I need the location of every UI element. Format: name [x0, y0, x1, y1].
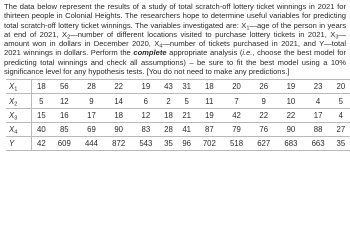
table-cell: 23 — [305, 80, 332, 94]
row-label — [6, 80, 32, 94]
statement-text-5: —number of tickets purchased in 2021, and Y—total 2021 winnings in dollars. Perform the — [4, 39, 346, 58]
table-cell: 12 — [132, 108, 159, 122]
statement-sub-3: 3 — [335, 34, 339, 41]
row-label-letter: X — [9, 82, 15, 92]
table-cell: 18 — [196, 80, 223, 94]
table-cell: 7 — [223, 94, 250, 108]
table-cell: 12 — [51, 94, 78, 108]
row-label — [6, 94, 32, 108]
table-cell: 27 — [332, 122, 350, 136]
table-cell: 14 — [105, 94, 132, 108]
table-cell: 5 — [332, 94, 350, 108]
row-label-letter: Y — [9, 138, 15, 148]
row-label-letter: X — [9, 110, 15, 120]
row-label — [6, 136, 32, 150]
table-cell: 40 — [32, 122, 51, 136]
table-cell: 20 — [332, 80, 350, 94]
table-cell: 43 — [159, 80, 177, 94]
table-cell: 16 — [51, 108, 78, 122]
statement-sub-4: 4 — [159, 43, 163, 50]
row-label — [6, 108, 32, 122]
table-cell: 17 — [305, 108, 332, 122]
table-cell: 18 — [32, 80, 51, 94]
problem-statement — [4, 2, 346, 76]
table-cell: 10 — [277, 94, 304, 108]
table-row — [6, 108, 350, 122]
statement-text-7: , choose the best model for predicting total winnings and check all assumptions) – be sure to fit the best model using a 10% significance level for any hypothesis tests. [You do not need to make any predictions.] — [4, 48, 346, 77]
table-row — [6, 80, 350, 94]
table-cell: 11 — [196, 94, 223, 108]
table-cell: 9 — [78, 94, 105, 108]
table-cell: 9 — [250, 94, 277, 108]
table-cell: 6 — [132, 94, 159, 108]
table-cell: 87 — [196, 122, 223, 136]
row-label-subscript: 3 — [14, 115, 18, 122]
table-cell: 35 — [332, 136, 350, 150]
table-cell: 83 — [132, 122, 159, 136]
statement-text-6: appropriate analysis ( — [166, 48, 243, 58]
table-cell: 5 — [178, 94, 196, 108]
statement-sub-1: 1 — [246, 25, 250, 32]
statement-text-1: The data below represent the results of a study of total scratch-off lottery ticket winnings in 2021 for thirteen people in Colonial Heights. The researchers hope to determine useful variables for predicting total scratch-off lottery ticket winnings. The variables investigated are: X — [4, 2, 346, 30]
table-cell: 18 — [105, 108, 132, 122]
table-cell: 26 — [250, 80, 277, 94]
table-cell: 35 — [159, 136, 177, 150]
table-cell: 4 — [332, 108, 350, 122]
statement-text-3: —number of different locations visited to purchase lottery tickets in 2021, X — [70, 29, 336, 39]
table-cell: 5 — [32, 94, 51, 108]
table-cell: 609 — [51, 136, 78, 150]
table-cell: 28 — [159, 122, 177, 136]
data-table — [6, 79, 350, 150]
table-cell: 22 — [105, 80, 132, 94]
table-row — [6, 122, 350, 136]
table-cell: 22 — [250, 108, 277, 122]
statement-sub-2: 2 — [67, 34, 71, 41]
table-cell: 19 — [277, 80, 304, 94]
table-cell: 683 — [277, 136, 304, 150]
table-cell: 76 — [250, 122, 277, 136]
statement-ie: i.e. — [242, 48, 253, 58]
row-label-subscript: 4 — [14, 129, 18, 136]
table-cell: 18 — [159, 108, 177, 122]
row-label — [6, 122, 32, 136]
table-row — [6, 136, 350, 150]
row-label-subscript: 2 — [14, 101, 18, 108]
table-cell: 444 — [78, 136, 105, 150]
table-cell: 85 — [51, 122, 78, 136]
table-cell: 19 — [132, 80, 159, 94]
table-cell: 88 — [305, 122, 332, 136]
table-cell: 20 — [223, 80, 250, 94]
table-cell: 96 — [178, 136, 196, 150]
statement-text-2: —age of the person in years at end of 2021, X — [4, 20, 346, 39]
table-cell: 31 — [178, 80, 196, 94]
table-cell: 28 — [78, 80, 105, 94]
table-cell: 79 — [223, 122, 250, 136]
table-cell: 15 — [32, 108, 51, 122]
table-cell: 21 — [178, 108, 196, 122]
table-row — [6, 94, 350, 108]
statement-text-4: —amount won in dollars in December 2020, X — [4, 29, 346, 49]
table-cell: 42 — [223, 108, 250, 122]
table-cell: 19 — [196, 108, 223, 122]
row-label-letter: X — [9, 96, 15, 106]
table-cell: 702 — [196, 136, 223, 150]
table-cell: 627 — [250, 136, 277, 150]
table-cell: 22 — [277, 108, 304, 122]
table-cell: 17 — [78, 108, 105, 122]
table-cell: 56 — [51, 80, 78, 94]
table-cell: 663 — [305, 136, 332, 150]
table-cell: 2 — [159, 94, 177, 108]
table-cell: 90 — [277, 122, 304, 136]
table-cell: 4 — [305, 94, 332, 108]
table-cell: 42 — [32, 136, 51, 150]
row-label-subscript: 1 — [14, 86, 18, 93]
table-cell: 543 — [132, 136, 159, 150]
table-cell: 69 — [78, 122, 105, 136]
statement-emphasis-complete: complete — [133, 48, 167, 58]
table-cell: 518 — [223, 136, 250, 150]
table-cell: 41 — [178, 122, 196, 136]
table-cell: 872 — [105, 136, 132, 150]
row-label-letter: X — [9, 124, 15, 134]
table-cell: 90 — [105, 122, 132, 136]
